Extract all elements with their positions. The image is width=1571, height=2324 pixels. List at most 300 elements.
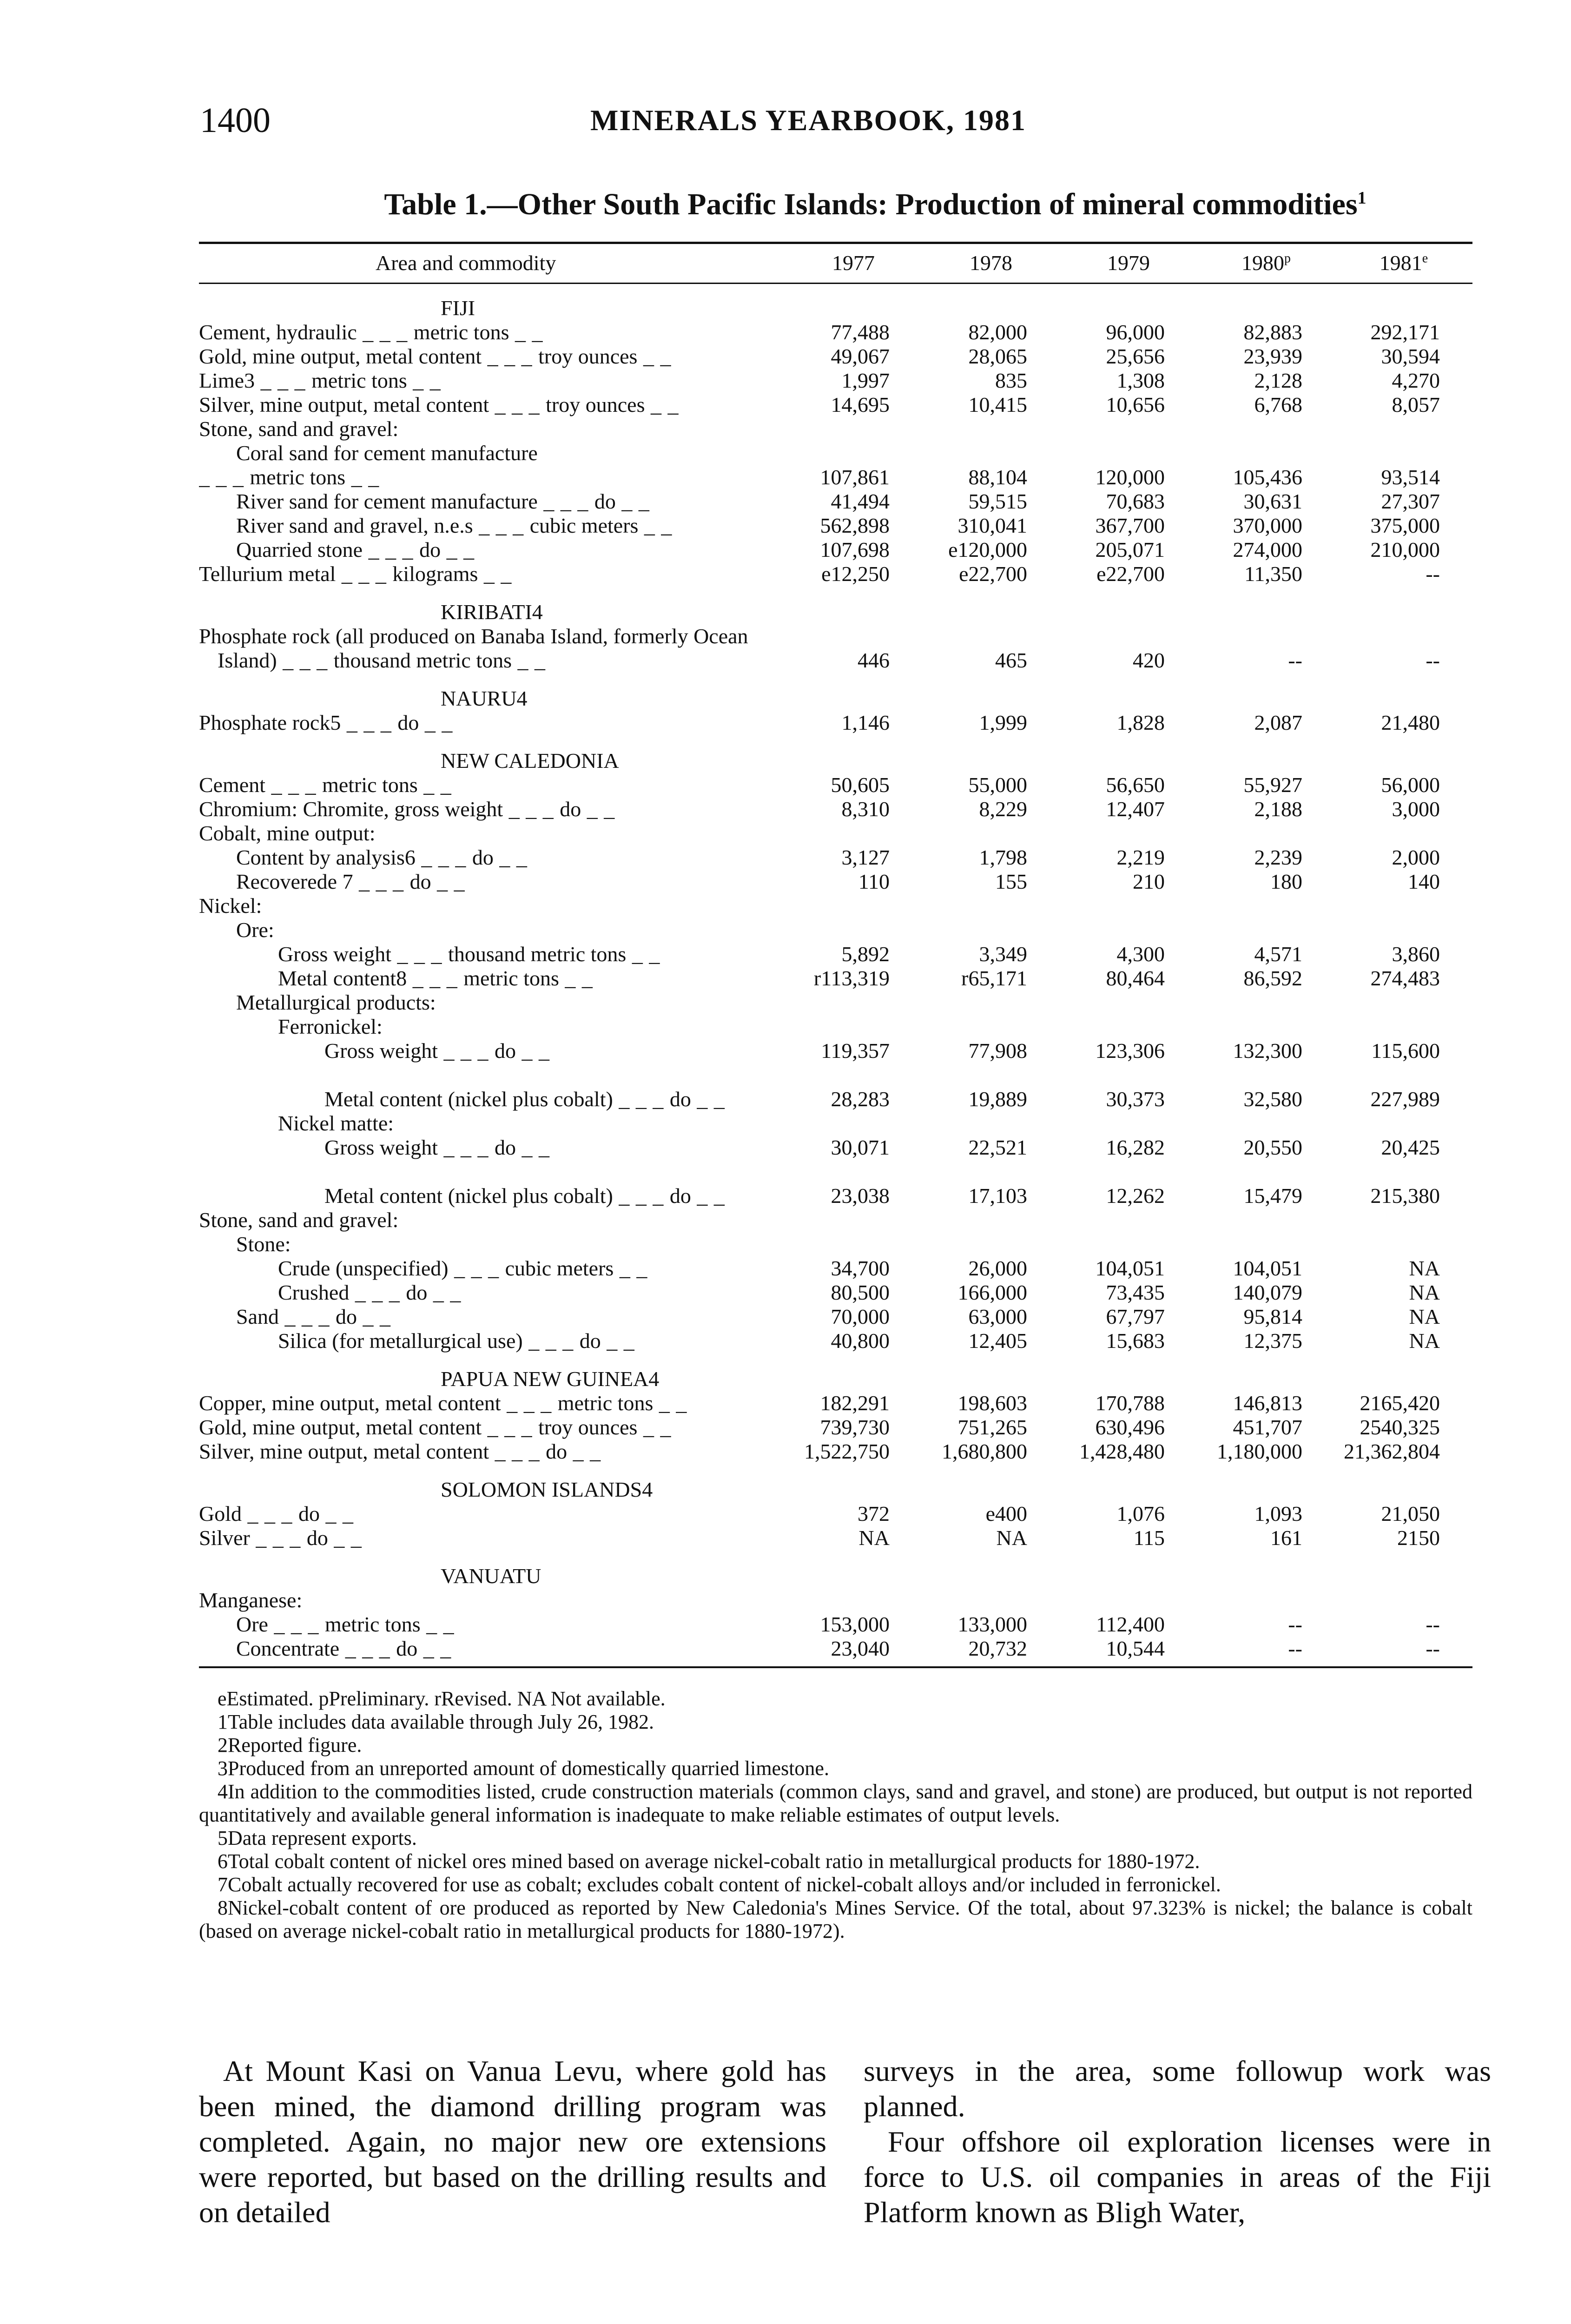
value-cell [785,417,922,441]
commodity-cell [199,1136,785,1160]
value-cell [922,1232,1060,1256]
footnote-legend: eEstimated. pPreliminary. rRevised. NA Not available. [218,1687,666,1710]
leader-dots: _ _ [516,1136,550,1159]
value-cell: 5,892 [841,942,890,966]
value-cell: 210,000 [1370,538,1440,561]
commodity-cell [199,344,785,369]
value-cell: 28,283 [831,1087,890,1111]
table-title: Table 1.—Other South Pacific Islands: Production of mineral commodities$^1$ [384,187,1366,221]
value-cell: 16,282 [1106,1136,1165,1159]
commodity-cell [199,797,785,821]
commodity-label: Stone, sand and gravel: [199,1208,399,1232]
leader-dots: _ _ _ [255,369,312,392]
section-label: KIRIBATI4 [441,600,543,624]
value-cell: 88,104 [968,465,1027,489]
value-cell: 140 [1408,870,1440,893]
value-cell: 30,594 [1381,344,1440,368]
leader-dots: _ _ _ [522,1329,580,1353]
value-cell [1060,1111,1197,1136]
value-cell: 146,813 [1233,1391,1302,1415]
value-cell: 835 [995,369,1027,392]
value-cell: 153,000 [820,1612,890,1636]
value-cell: 30,071 [831,1136,890,1159]
leader-dots: _ _ [357,1305,391,1328]
value-cell [922,990,1060,1015]
value-cell: 49,067 [831,344,890,368]
value-cell: 19,889 [968,1087,1027,1111]
value-cell: 56,650 [1106,773,1165,797]
commodity-label: Quarried stone [236,538,363,561]
table-row [199,1526,1472,1550]
value-cell [785,441,922,465]
commodity-cell [199,1305,785,1329]
value-cell: 451,707 [1233,1415,1302,1439]
value-cell: 6,768 [1254,393,1302,416]
commodity-cell [199,1502,785,1526]
value-cell: 2,000 [1392,845,1440,869]
commodity-cell [199,1588,785,1612]
value-cell: 1,680,800 [942,1439,1027,1463]
value-cell: 4,270 [1392,369,1440,392]
value-cell: 210 [1133,870,1165,893]
value-cell: 2,219 [1116,845,1165,869]
commodity-cell [199,624,785,673]
leader-dots: _ _ [320,1502,354,1525]
value-cell: 3,860 [1392,942,1440,966]
value-cell: 14,695 [831,393,890,416]
page-header [0,100,1571,142]
value-cell: e22,700 [1096,562,1165,586]
value-cell: -- [1288,1612,1302,1636]
value-cell: 630,496 [1095,1415,1165,1439]
value-cell: 115,600 [1371,1039,1440,1063]
value-cell: 86,592 [1243,966,1302,990]
commodity-label: Content by analysis6 [236,845,416,869]
value-cell [1197,1232,1335,1256]
unit-label: do [495,1136,516,1159]
leader-dots: _ _ _ [349,1281,406,1304]
value-cell: 3,000 [1392,797,1440,821]
table-row [199,918,1472,942]
commodity-cell [199,1015,785,1039]
value-cell: 15,479 [1243,1184,1302,1208]
value-cell: 59,515 [968,489,1027,513]
value-cell [1335,1015,1472,1039]
table-row [199,711,1472,735]
section-heading [199,586,1472,624]
commodity-cell [199,1208,785,1232]
commodity-label: Nickel: [199,894,262,918]
commodity-label: Gross weight [278,942,392,966]
commodity-label: Cement, hydraulic [199,320,357,344]
value-cell: e12,250 [821,562,890,586]
commodity-label: Gross weight [324,1039,438,1063]
leader-dots: _ _ [427,1281,462,1304]
unit-label: do [406,1281,428,1304]
value-cell: 110 [858,870,890,893]
value-cell [785,1111,922,1136]
leader-dots: _ _ [345,465,380,489]
leader-dots: _ _ _ [199,465,250,489]
table-row [199,1039,1472,1063]
value-cell: 80,500 [831,1281,890,1304]
leader-dots: _ _ [417,773,452,797]
leader-dots: _ _ [493,845,528,869]
section-label: SOLOMON ISLANDS4 [441,1478,653,1501]
value-cell: 8,310 [841,797,890,821]
section-label: FIJI [441,296,475,320]
table-bottom-rule [199,1666,1472,1668]
value-cell [785,894,922,918]
value-cell: 2150 [1397,1526,1440,1550]
commodity-cell [199,1232,785,1256]
body-paragraph-surveys: surveys in the area, some followup work was planned. [864,2054,1491,2123]
commodity-label: Chromium: Chromite, gross weight [199,797,503,821]
page-number: 1400 [200,101,271,140]
value-cell [1197,1208,1335,1232]
value-cell: 70,000 [831,1305,890,1328]
table-row [199,624,1472,673]
value-cell: 55,000 [968,773,1027,797]
commodity-label: Ferronickel: [278,1015,383,1038]
value-cell: 93,514 [1381,465,1440,489]
value-cell: 2540,325 [1360,1415,1440,1439]
value-cell: 30,373 [1106,1087,1165,1111]
body-column-right [864,2053,1491,2230]
value-cell: -- [1426,562,1440,586]
value-cell [785,1588,922,1612]
table-row [199,344,1472,369]
value-cell: 182,291 [820,1391,890,1415]
table-row [199,1063,1472,1111]
value-cell: 23,038 [831,1184,890,1208]
commodity-label: Stone, sand and gravel: [199,417,399,441]
unit-label: metric tons [557,1391,653,1415]
unit-label: metric tons [324,1612,421,1636]
unit-label: troy ounces [538,344,638,368]
value-cell [922,1015,1060,1039]
value-cell [1335,918,1472,942]
value-cell: 12,375 [1243,1329,1302,1353]
table-row [199,1160,1472,1208]
commodity-label: Stone: [236,1232,291,1256]
value-cell: 161 [1270,1526,1302,1550]
table-row [199,465,1472,489]
value-cell [922,821,1060,845]
value-cell: 3,127 [841,845,890,869]
value-cell: 140,079 [1233,1281,1302,1304]
commodity-label: Phosphate rock5 [199,711,341,734]
commodity-label: Metal content (nickel plus cobalt) [324,1184,613,1208]
commodity-cell [199,1612,785,1637]
commodity-cell [199,990,785,1015]
unit-label: do [298,1502,320,1525]
value-cell: 739,730 [820,1415,890,1439]
value-cell: 55,927 [1243,773,1302,797]
value-cell: 27,307 [1381,489,1440,513]
table-row [199,990,1472,1015]
value-cell: 8,057 [1392,393,1440,416]
commodity-cell [199,1637,785,1661]
col-header-1980: 1980$^p$ [1241,251,1291,275]
body-paragraph-oil-licenses: Four offshore oil exploration licenses were in force to U.S. oil companies in areas of the Fiji Platform known as Bligh Water, [864,2125,1491,2229]
value-cell [785,1232,922,1256]
value-cell: r113,319 [813,966,890,990]
value-cell: 10,415 [968,393,1027,416]
leader-dots: _ _ [441,538,475,561]
value-cell: 70,683 [1106,489,1165,513]
leader-dots: _ _ [691,1087,725,1111]
value-cell [1060,441,1197,465]
value-cell: 56,000 [1381,773,1440,797]
value-cell [1197,417,1335,441]
unit-label: metric tons [413,320,509,344]
leader-dots: _ _ _ [391,942,449,966]
value-cell [1197,441,1335,465]
leader-dots: _ _ _ [438,1136,495,1159]
table-row [199,1588,1472,1612]
value-cell [1335,1208,1472,1232]
value-cell: 82,000 [968,320,1027,344]
value-cell: e22,700 [959,562,1027,586]
unit-label: do [336,1305,357,1328]
commodity-cell [199,369,785,393]
section-heading [199,282,1472,320]
value-cell: 1,997 [841,369,890,392]
unit-label: troy ounces [546,393,645,416]
commodity-cell [199,1160,785,1208]
footnote-7: 7Cobalt actually recovered for use as cobalt; excludes cobalt content of nickel-cobalt alloys and/or included in ferronickel. [218,1873,1221,1896]
commodity-cell [199,441,785,465]
commodity-cell [199,1415,785,1439]
commodity-label: Metal content8 [278,966,407,990]
section-heading [199,1550,1472,1588]
value-cell [1197,1111,1335,1136]
value-cell: 2,239 [1254,845,1302,869]
commodity-label: River sand and gravel, n.e.s [236,514,473,537]
leader-dots: _ _ _ [339,1637,396,1660]
leader-dots: _ _ _ [407,966,464,990]
value-cell: 375,000 [1370,514,1440,537]
commodity-cell [199,514,785,538]
commodity-cell [199,918,785,942]
commodity-label: Recoverede 7 [236,870,353,893]
footnote-8: 8Nickel-cobalt content of ore produced as reported by New Caledonia's Mines Service. Of the total, about 97.323% is nickel; the balance is cobalt (based on average nickel-cobalt ratio in metallurgical products for 1880-1972). [199,1896,1472,1942]
value-cell: 2165,420 [1360,1391,1440,1415]
unit-label: do [306,1526,328,1550]
unit-label: cubic meters [505,1256,614,1280]
value-cell: 1,828 [1116,711,1165,734]
commodity-label: Concentrate [236,1637,340,1660]
value-cell [1060,1208,1197,1232]
value-cell: 198,603 [957,1391,1027,1415]
value-cell: 21,050 [1381,1502,1440,1525]
leader-dots: _ _ _ [265,773,323,797]
value-cell [1335,894,1472,918]
table-row [199,417,1472,441]
value-cell [785,821,922,845]
commodity-cell [199,1111,785,1136]
value-cell [1335,441,1472,465]
leader-dots: _ _ _ [489,393,546,416]
leader-dots: _ _ [637,1415,672,1439]
table-row [199,320,1472,344]
unit-label: do [546,1439,568,1463]
value-cell: 123,306 [1095,1039,1165,1063]
table-row [199,369,1472,393]
value-cell: 50,605 [831,773,890,797]
value-cell: 104,051 [1233,1256,1302,1280]
value-cell: 20,550 [1243,1136,1302,1159]
section-heading [199,735,1472,773]
unit-label: do [495,1039,516,1063]
value-cell: 8,229 [979,797,1027,821]
commodity-cell [199,773,785,797]
value-cell: -- [1426,1612,1440,1636]
col-header-1978: 1978 [970,251,1012,275]
value-cell: 1,428,480 [1079,1439,1165,1463]
value-cell: 1,146 [841,711,890,734]
table-row [199,1439,1472,1464]
value-cell: NA [996,1526,1027,1550]
table-row [199,1612,1472,1637]
commodity-cell [199,417,785,441]
value-cell: 30,631 [1243,489,1302,513]
leader-dots: _ _ [478,562,512,586]
value-cell [785,1015,922,1039]
table-row [199,1111,1472,1136]
leader-dots: _ _ [407,369,441,392]
table-row [199,1305,1472,1329]
leader-dots: _ _ _ [268,1612,325,1636]
value-cell [1197,990,1335,1015]
value-cell: 10,656 [1106,393,1165,416]
value-cell: 23,040 [831,1637,890,1660]
value-cell [1335,1111,1472,1136]
value-cell: 133,000 [957,1612,1027,1636]
commodity-cell [199,845,785,870]
value-cell: NA [858,1526,890,1550]
unit-label: thousand metric tons [333,648,512,672]
table-row [199,1208,1472,1232]
value-cell: 12,405 [968,1329,1027,1353]
value-cell [1060,1232,1197,1256]
leader-dots: _ _ _ [438,1039,495,1063]
leader-dots: _ _ [559,966,593,990]
footnote-2: 2Reported figure. [218,1734,362,1756]
leader-dots: _ _ _ [613,1184,670,1208]
footnote-1: 1Table includes data available through July 26, 1982. [218,1710,654,1733]
value-cell: 751,265 [957,1415,1027,1439]
footnote-4: 4In addition to the commodities listed, crude construction materials (common clays, sand and gravel, and stone) are produced, but output is not reported quantitatively and available general information is inadequate to make reliable estimates of output levels. [199,1780,1472,1826]
commodity-label: Silver, mine output, metal content [199,1439,489,1463]
value-cell: 115 [1133,1526,1165,1550]
value-cell [922,1208,1060,1232]
value-cell: -- [1288,1637,1302,1660]
leader-dots: _ _ [417,1637,452,1660]
table-row [199,514,1472,538]
value-cell: 40,800 [831,1329,890,1353]
table-row [199,1256,1472,1281]
commodity-cell [199,489,785,514]
value-cell [1197,1015,1335,1039]
leader-dots: _ _ _ [613,1087,670,1111]
value-cell: 10,544 [1106,1637,1165,1660]
value-cell [1197,894,1335,918]
value-cell: 105,436 [1233,465,1302,489]
value-cell: 34,700 [831,1256,890,1280]
unit-label: cubic meters [529,514,639,537]
col-header-1981: 1981e [1379,251,1428,275]
leader-dots: _ _ [637,344,672,368]
leader-dots: _ _ _ [537,489,594,513]
value-cell: 11,350 [1244,562,1302,586]
commodity-label: Metallurgical products: [236,990,436,1014]
value-cell [922,918,1060,942]
leader-dots: _ _ [638,514,673,537]
unit-label: do [560,797,581,821]
unit-label: troy ounces [538,1415,638,1439]
value-cell: e400 [985,1502,1027,1525]
value-cell [1335,1232,1472,1256]
table-row [199,845,1472,870]
leader-dots: _ _ [509,320,543,344]
commodity-label: Coral sand for cement manufacture [236,441,538,465]
commodity-label: Tellurium metal [199,562,336,586]
leader-dots: _ _ _ [341,711,398,734]
value-cell: 73,435 [1106,1281,1165,1304]
value-cell: 170,788 [1095,1391,1165,1415]
value-cell: 23,939 [1243,344,1302,368]
value-cell [1060,894,1197,918]
leader-dots: _ _ _ [448,1256,505,1280]
leader-dots: _ _ _ [277,648,334,672]
unit-label: metric tons [311,369,407,392]
value-cell [1197,821,1335,845]
leader-dots: _ _ [420,1612,455,1636]
value-cell [1060,1588,1197,1612]
footnote-5: 5Data represent exports. [218,1827,417,1849]
section-label: VANUATU [441,1564,541,1588]
table-row [199,1015,1472,1039]
section-label: PAPUA NEW GUINEA4 [441,1367,660,1391]
unit-label: do [419,538,441,561]
table-row [199,441,1472,465]
value-cell: 132,300 [1233,1039,1302,1063]
value-cell: 180 [1270,870,1302,893]
table-row [199,538,1472,562]
commodity-cell [199,1526,785,1550]
leader-dots: _ _ _ [279,1305,336,1328]
value-cell: 12,262 [1106,1184,1165,1208]
leader-dots: _ _ [431,870,465,893]
commodity-label: Gold, mine output, metal content [199,344,482,368]
footnote-6: 6Total cobalt content of nickel ores mined based on average nickel-cobalt ratio in metallurgical products for 1880-1972. [218,1850,1200,1873]
value-cell: 292,171 [1370,320,1440,344]
table-body [199,282,1472,1661]
body-paragraph-mount-kasi: At Mount Kasi on Vanua Levu, where gold has been mined, the diamond drilling program was completed. Again, no major new ore extensions were reported, but based on the drilling results and on detailed [199,2054,826,2229]
section-label: NAURU4 [441,687,528,710]
value-cell: 63,000 [968,1305,1027,1328]
leader-dots: _ _ [581,797,615,821]
value-cell: 12,407 [1106,797,1165,821]
commodity-label: Gross weight [324,1136,438,1159]
leader-dots: _ _ [601,1329,635,1353]
section-heading [199,1464,1472,1502]
col-header-commodity: Area and commodity [376,251,556,275]
value-cell: 562,898 [820,514,890,537]
value-cell [1060,990,1197,1015]
